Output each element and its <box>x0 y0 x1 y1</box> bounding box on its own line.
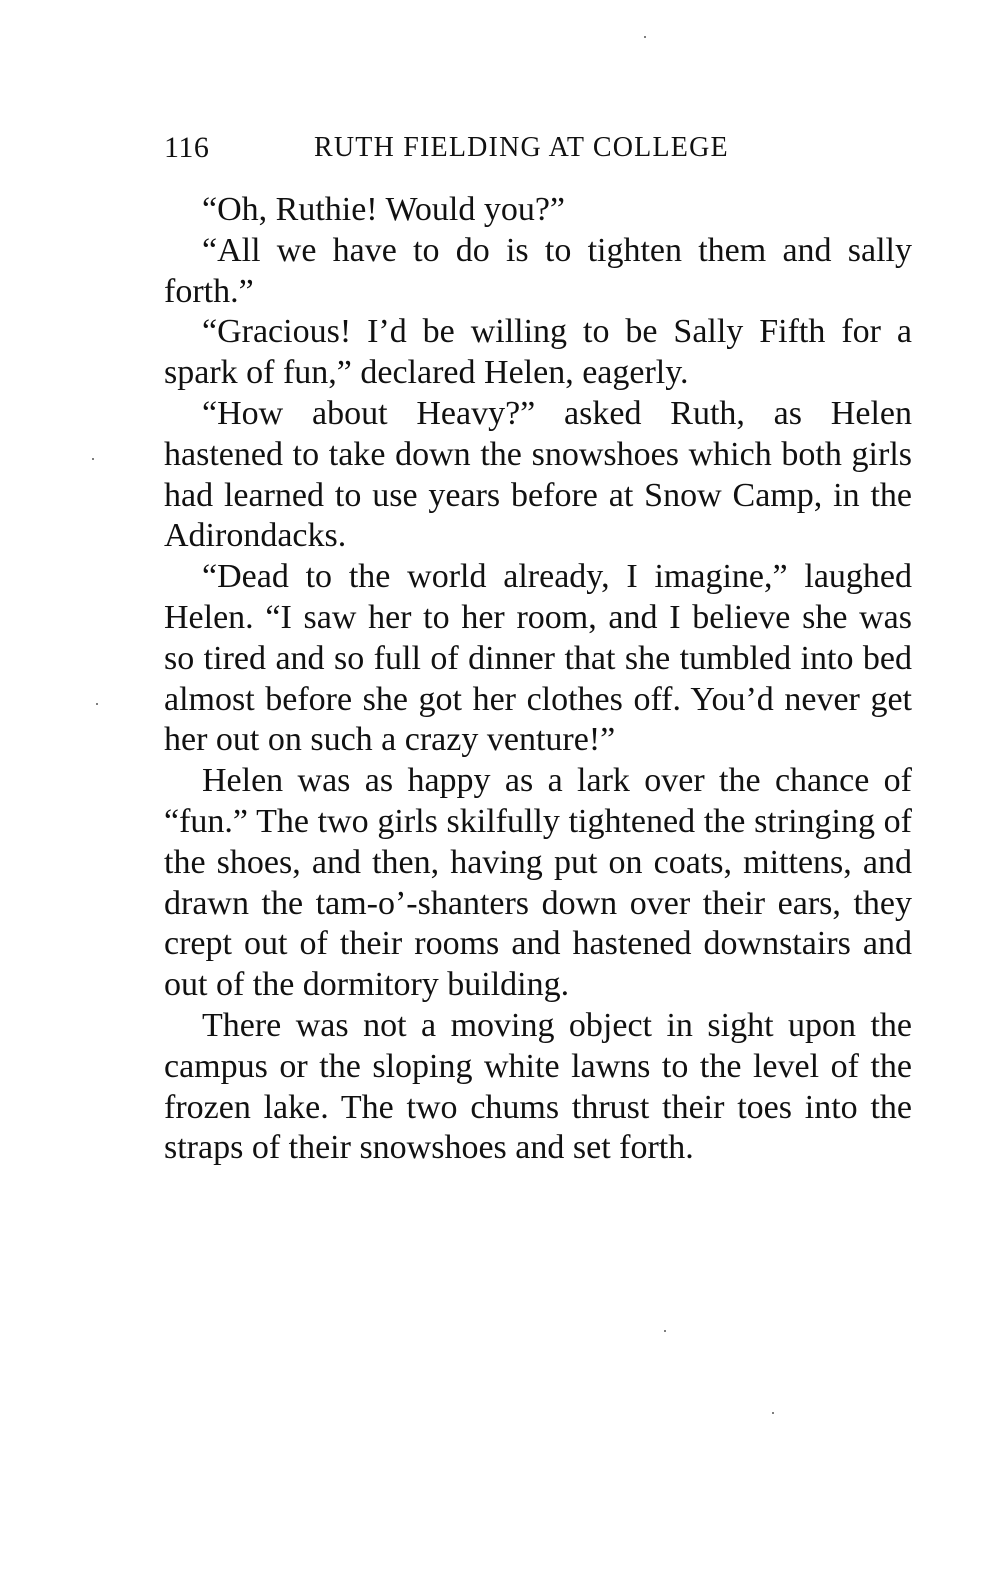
scan-speck <box>92 458 94 460</box>
body-text <box>164 190 912 1169</box>
paragraph-2: “All we have to do is to tighten them and sally forth.” <box>164 231 912 310</box>
page-number: 116 <box>164 131 210 164</box>
running-head <box>164 128 912 168</box>
scan-speck <box>772 1412 774 1414</box>
paragraph-5: “Dead to the world already, I imagine,” laughed Helen. “I saw her to her room, and I believe she was so tired and so full of dinner that she tumbled into bed almost before she got her clothes off. You’d never get her out on such a crazy venture!” <box>164 558 912 759</box>
paragraph-4: “How about Heavy?” asked Ruth, as Helen hastened to take down the snowshoes which both girls had learned to use years before at Snow Camp, in the Adirondacks. <box>164 394 912 555</box>
scan-speck <box>644 36 646 38</box>
scan-speck <box>664 1330 666 1332</box>
paragraph-6: Helen was as happy as a lark over the chance of “fun.” The two girls skilfully tightened the stringing of the shoes, and then, having put on coats, mittens, and drawn the tam-o’-shanters down over their ears, they crept out of their rooms and hastened downstairs and out of the dormitory building. <box>164 762 912 1004</box>
scan-speck <box>96 703 98 705</box>
paragraph-7: There was not a moving object in sight upon the campus or the sloping white lawns to the level of the frozen lake. The two chums thrust their toes into the straps of their snowshoes and set forth. <box>164 1006 912 1167</box>
paragraph-3: “Gracious! I’d be willing to be Sally Fifth for a spark of fun,” declared Helen, eagerly. <box>164 313 912 392</box>
running-title: RUTH FIELDING AT COLLEGE <box>314 132 729 163</box>
paragraph-1: “Oh, Ruthie! Would you?” <box>202 191 566 228</box>
